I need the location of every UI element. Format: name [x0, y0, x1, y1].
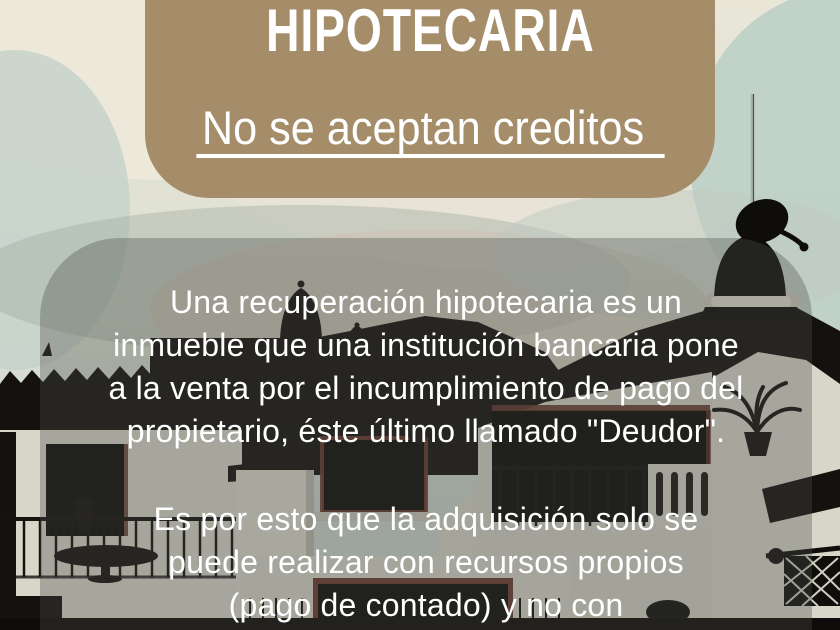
text-line: puede realizar con recursos propios — [168, 544, 684, 580]
page-title — [145, 0, 715, 65]
paragraph-definition — [40, 281, 812, 453]
text-line: a la venta por el incumplimiento de pago del — [108, 370, 744, 406]
page-title-text: HIPOTECARIA — [265, 0, 595, 65]
text-line: inmueble que una institución bancaria pone — [113, 327, 739, 363]
paragraph-conditions — [40, 498, 812, 627]
text-line: Una recuperación hipotecaria es un — [169, 284, 682, 320]
page-subtitle-text: No se aceptan creditos — [196, 104, 664, 158]
page-subtitle — [145, 101, 715, 158]
text-line: Es por esto que la adquisición solo se — [153, 501, 699, 537]
text-line: propietario, éste último llamado "Deudor". — [126, 413, 726, 449]
text-line: (pago de contado) y no con — [228, 587, 624, 623]
